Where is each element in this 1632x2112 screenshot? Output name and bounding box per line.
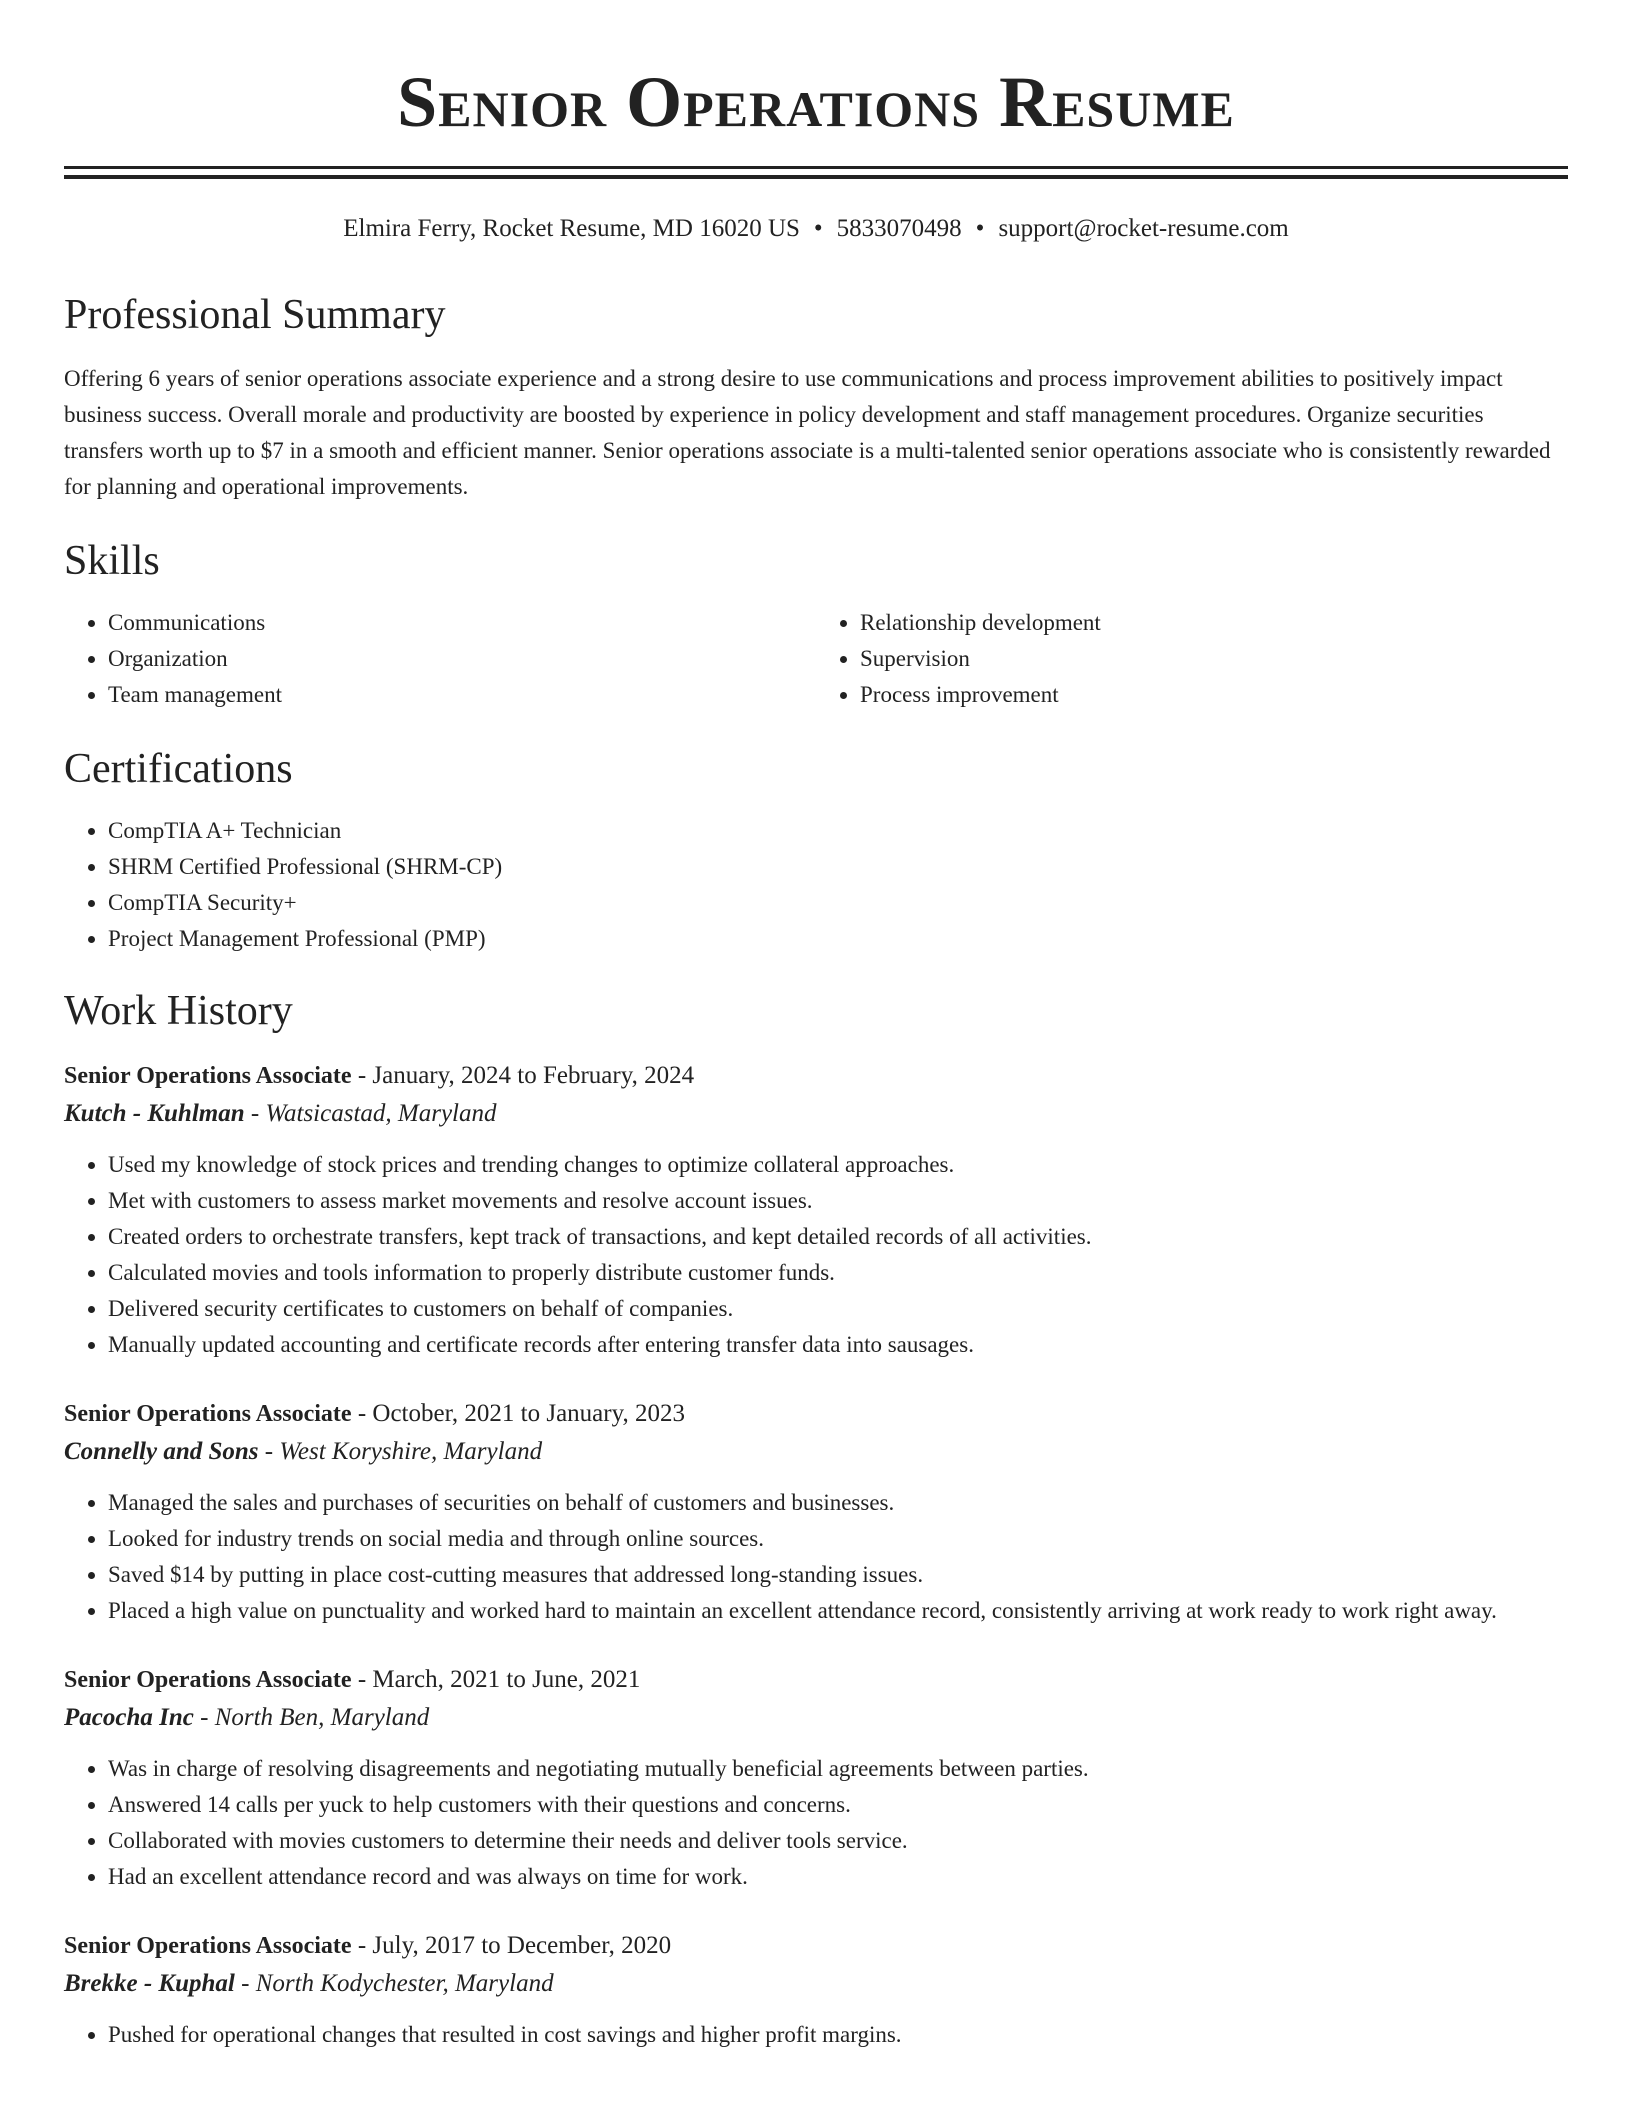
certifications-heading: Certifications <box>64 746 293 792</box>
job-role: Senior Operations Associate <box>64 1667 352 1693</box>
skills-list-left <box>64 605 816 713</box>
job-bullet: • Managed the sales and purchases of securities on behalf of customers and businesses. <box>108 1485 1568 1521</box>
job-company-line: Pacocha Inc - North Ben, Maryland <box>64 1704 430 1731</box>
skill-item: • Communications <box>108 605 816 641</box>
summary-heading: Professional Summary <box>64 292 446 338</box>
title-rule-top <box>64 166 1568 169</box>
job-bullet: • Had an excellent attendance record and was always on time for work. <box>108 1859 1568 1895</box>
job-location: North Ben, Maryland <box>214 1704 430 1731</box>
job-bullet: • Met with customers to assess market movements and resolve account issues. <box>108 1183 1568 1219</box>
certification-item: • Project Management Professional (PMP) <box>108 921 1568 957</box>
job-bullet: • Calculated movies and tools information to properly distribute customer funds. <box>108 1255 1568 1291</box>
contact-phone: 5833070498 <box>836 215 962 242</box>
contact-separator: • <box>975 215 985 242</box>
work-history-heading: Work History <box>64 988 293 1034</box>
job-bullets <box>64 1485 1568 1629</box>
contact-email: support@rocket-resume.com <box>998 215 1289 242</box>
skill-item: • Organization <box>108 641 816 677</box>
job-company-line: Connelly and Sons - West Koryshire, Maryland <box>64 1438 543 1465</box>
job-bullet: • Saved $14 by putting in place cost-cutting measures that addressed long-standing issues. <box>108 1557 1568 1593</box>
summary-text: Offering 6 years of senior operations associate experience and a strong desire to use communications and process improvement abilities to positively impact business success. Overall morale and productivity are boosted by experience in policy development and staff management procedures. Organize securities transfers worth up to $7 in a smooth and efficient manner. Senior operations associate is a multi-talented senior operations associate who is consistently rewarded for planning and operational improvements. <box>64 366 1551 499</box>
job-company-line: Kutch - Kuhlman - Watsicastad, Maryland <box>64 1100 497 1127</box>
job-role: Senior Operations Associate <box>64 1933 352 1959</box>
title-rule-bottom <box>64 175 1568 179</box>
job-company: Connelly and Sons <box>64 1438 259 1465</box>
job-title-line: Senior Operations Associate - July, 2017 to December, 2020 <box>64 1932 672 1959</box>
job-bullet: • Answered 14 calls per yuck to help customers with their questions and concerns. <box>108 1787 1568 1823</box>
job-entry <box>64 1661 1568 1895</box>
skill-item: • Team management <box>108 677 816 713</box>
job-company: Pacocha Inc <box>64 1704 194 1731</box>
job-bullet: • Was in charge of resolving disagreements and negotiating mutually beneficial agreements between parties. <box>108 1751 1568 1787</box>
job-bullet: • Collaborated with movies customers to determine their needs and deliver tools service. <box>108 1823 1568 1859</box>
job-title-line: Senior Operations Associate - March, 2021 to June, 2021 <box>64 1666 641 1693</box>
job-role: Senior Operations Associate <box>64 1401 352 1427</box>
job-bullet: • Delivered security certificates to customers on behalf of companies. <box>108 1291 1568 1327</box>
job-bullets <box>64 1751 1568 1895</box>
job-dates: July, 2017 to December, 2020 <box>372 1932 672 1959</box>
certification-item: • SHRM Certified Professional (SHRM-CP) <box>108 849 1568 885</box>
job-location: Watsicastad, Maryland <box>265 1100 497 1127</box>
job-dates: October, 2021 to January, 2023 <box>372 1400 685 1427</box>
job-role: Senior Operations Associate <box>64 1063 352 1089</box>
job-company: Brekke - Kuphal <box>64 1970 235 1997</box>
skills-columns <box>64 605 1568 713</box>
job-dates: January, 2024 to February, 2024 <box>372 1062 695 1089</box>
job-bullet: • Manually updated accounting and certificate records after entering transfer data into sausages. <box>108 1327 1568 1363</box>
job-title-line: Senior Operations Associate - January, 2024 to February, 2024 <box>64 1062 695 1089</box>
contact-line <box>64 211 1568 247</box>
job-bullet: • Placed a high value on punctuality and worked hard to maintain an excellent attendance record, consistently arriving at work ready to work right away. <box>108 1593 1568 1629</box>
job-bullet: • Looked for industry trends on social media and through online sources. <box>108 1521 1568 1557</box>
skills-heading: Skills <box>64 538 160 584</box>
job-location: West Koryshire, Maryland <box>279 1438 543 1465</box>
certification-item: • CompTIA Security+ <box>108 885 1568 921</box>
page-title: Senior Operations Resume <box>397 62 1235 142</box>
job-company-line: Brekke - Kuphal - North Kodychester, Maryland <box>64 1970 554 1997</box>
job-entry <box>64 1395 1568 1629</box>
job-bullets <box>64 2017 1568 2053</box>
job-bullet: • Used my knowledge of stock prices and trending changes to optimize collateral approaches. <box>108 1147 1568 1183</box>
skill-item: • Relationship development <box>860 605 1568 641</box>
job-bullet: • Created orders to orchestrate transfers, kept track of transactions, and kept detailed records of all activities. <box>108 1219 1568 1255</box>
certification-item: • CompTIA A+ Technician <box>108 813 1568 849</box>
skills-list-right <box>816 605 1568 713</box>
job-bullet: • Pushed for operational changes that resulted in cost savings and higher profit margins. <box>108 2017 1568 2053</box>
contact-address: Elmira Ferry, Rocket Resume, MD 16020 US <box>343 215 800 242</box>
skill-item: • Process improvement <box>860 677 1568 713</box>
job-entry <box>64 1927 1568 2053</box>
certifications-list <box>64 813 1568 957</box>
job-bullets <box>64 1147 1568 1363</box>
job-dates: March, 2021 to June, 2021 <box>372 1666 641 1693</box>
job-title-line: Senior Operations Associate - October, 2021 to January, 2023 <box>64 1400 685 1427</box>
contact-separator: • <box>813 215 823 242</box>
job-location: North Kodychester, Maryland <box>255 1970 554 1997</box>
skill-item: • Supervision <box>860 641 1568 677</box>
job-company: Kutch - Kuhlman <box>64 1100 245 1127</box>
job-entry <box>64 1057 1568 1363</box>
